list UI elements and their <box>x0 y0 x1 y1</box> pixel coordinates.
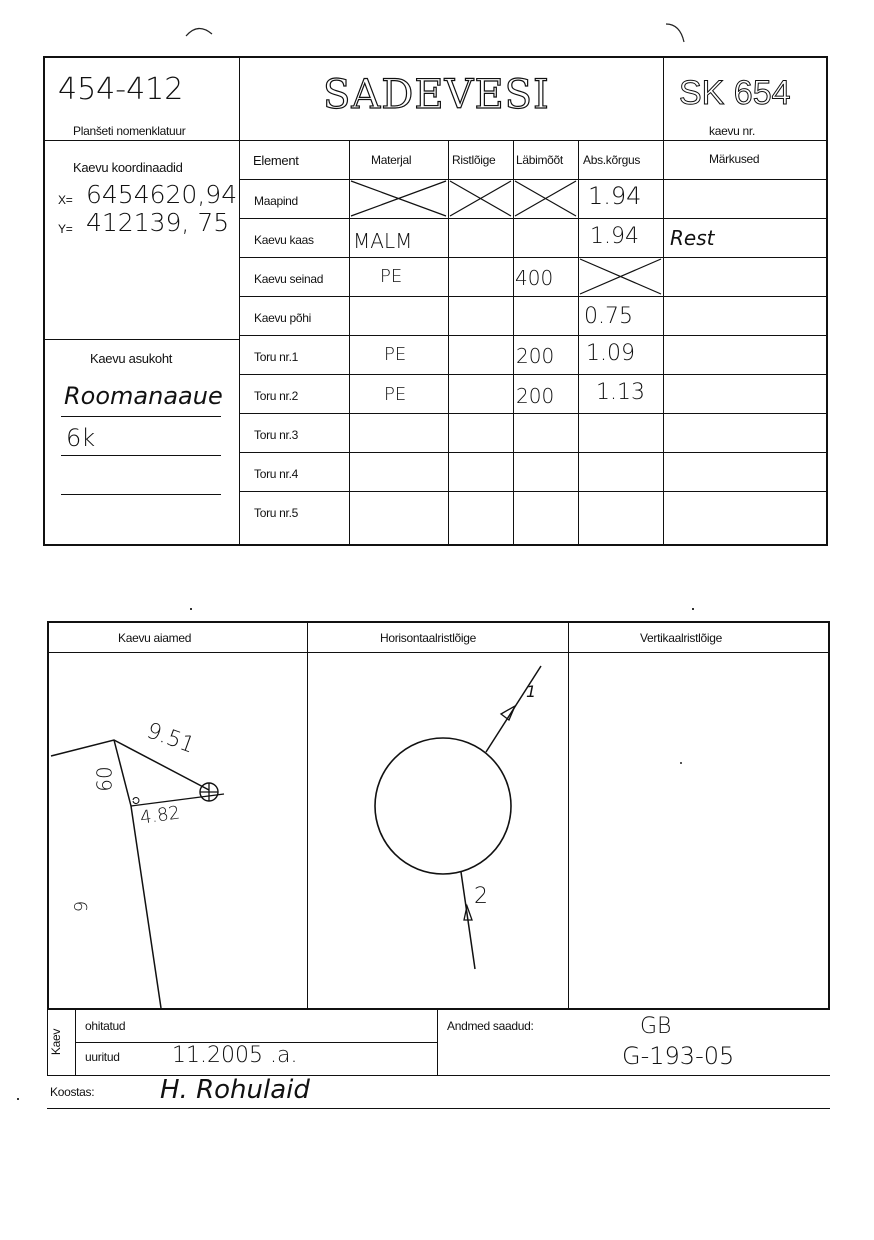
table-row-label: Kaevu kaas <box>254 233 314 247</box>
header-diameter: Läbimõõt <box>516 153 563 167</box>
sketch-col2-title: Horisontaalristlõige <box>380 631 477 645</box>
footer-side-label: Kaev <box>49 1028 64 1056</box>
coords-label: Kaevu koordinaadid <box>73 160 183 175</box>
table-row-label: Toru nr.4 <box>254 467 298 481</box>
abs-height-value: 1.94 <box>590 224 639 249</box>
sketch-col1-title: Kaevu aiamed <box>118 631 192 645</box>
header-cross-section: Ristlõige <box>452 153 496 167</box>
pipe-number: 2 <box>474 884 488 909</box>
data-received-value1: GB <box>640 1014 672 1039</box>
checked-label: ohitatud <box>85 1019 126 1033</box>
nomenclature-value: 454-412 <box>58 72 184 107</box>
crossed-cell <box>513 179 578 218</box>
page-title: SADEVESI <box>323 72 550 118</box>
header-notes: Märkused <box>709 152 760 166</box>
abs-height-value: 1.94 <box>588 182 642 210</box>
abs-height-value: 1.13 <box>596 380 645 405</box>
dimension-label: 9.51 <box>143 718 198 759</box>
abs-height-value: 0.75 <box>584 304 633 329</box>
pipe-number: 1 <box>526 682 537 701</box>
table-row-label: Kaevu seinad <box>254 272 324 286</box>
material-value: PE <box>384 384 407 405</box>
well-number-label: kaevu nr. <box>709 124 755 138</box>
well-number-value: SK 654 <box>679 74 791 112</box>
table-row-label: Kaevu põhi <box>254 311 312 325</box>
table-row-label: Maapind <box>254 194 298 208</box>
table-row-label: Toru nr.5 <box>254 506 298 520</box>
author-label: Koostas: <box>50 1085 95 1099</box>
dimension-label: 4.82 <box>138 802 182 829</box>
sketch-col3-title: Vertikaalristlõige <box>640 631 722 645</box>
measured-value: 11.2005 .a. <box>172 1043 298 1068</box>
material-value: PE <box>380 266 403 287</box>
sketch-mark: 9 <box>71 900 93 913</box>
crossed-cell <box>349 179 448 218</box>
header-abs-height: Abs.kõrgus <box>583 153 641 167</box>
y-coordinate-value: 412139, 75 <box>86 208 230 237</box>
measured-label: uuritud <box>85 1050 120 1064</box>
crossed-cell <box>448 179 513 218</box>
dimension-label: 60 <box>92 766 117 792</box>
location-line2: 6k <box>66 424 96 452</box>
notes-value: Rest <box>670 226 715 250</box>
header-element: Element <box>253 153 299 168</box>
x-prefix: X= <box>58 193 73 207</box>
location-label: Kaevu asukoht <box>90 351 173 366</box>
data-received-value2: G-193-05 <box>622 1042 735 1070</box>
material-value: MALM <box>353 229 413 253</box>
table-row-label: Toru nr.3 <box>254 428 298 442</box>
material-value: PE <box>384 344 407 365</box>
x-coordinate-value: 6454620,94 <box>86 180 238 209</box>
horizontal-section-sketch <box>309 654 567 1008</box>
nomenclature-label: Planšeti nomenklatuur <box>73 124 186 138</box>
tie-sketch <box>49 654 305 1008</box>
y-prefix: Y= <box>58 222 73 236</box>
author-value: H. Rohulaid <box>160 1075 310 1105</box>
punch-hole-right <box>658 18 698 48</box>
location-line1: Roomanaaue <box>64 382 223 410</box>
crossed-cell <box>578 257 663 296</box>
table-row-label: Toru nr.2 <box>254 389 298 403</box>
diameter-value: 200 <box>516 384 555 408</box>
diameter-value: 400 <box>515 266 554 290</box>
punch-hole-left <box>180 18 220 48</box>
diameter-value: 200 <box>516 344 555 368</box>
table-row-label: Toru nr.1 <box>254 350 298 364</box>
data-received-label: Andmed saadud: <box>447 1019 534 1033</box>
header-material: Materjal <box>371 153 412 167</box>
abs-height-value: 1.09 <box>586 341 635 366</box>
